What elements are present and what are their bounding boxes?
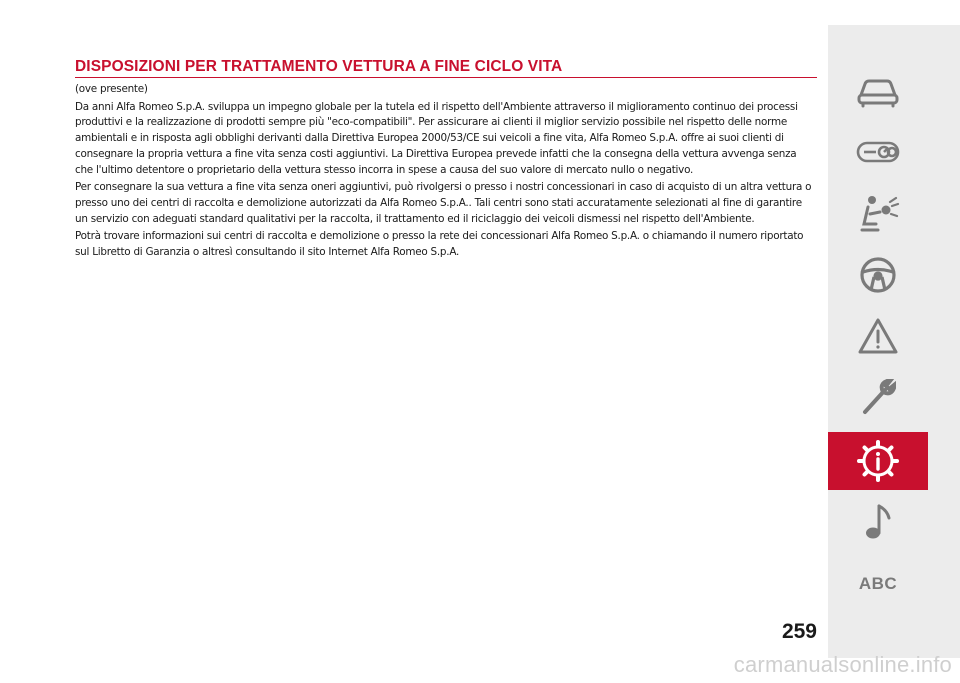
paragraph-1: Da anni Alfa Romeo S.p.A. sviluppa un impegno globale per la tutela ed il rispetto dell'Ambiente attraverso il miglioramento continuo dei processi produttivi e la realizzazione di prodotti sempre più "eco-compatibili". Per assicurare ai clienti il miglior servizio possibile nel rispetto delle norme ambientali e in risposta agli obblighi derivanti dalla Direttiva Europea 2000/53/CE sui veicoli a fine vita, Alfa Romeo S.p.A. offre ai suoi clienti di consegnare la propria vettura a fine vita senza costi aggiuntivi. La Direttiva Europea prevede infatti che la consegna della vettura avvenga senza che l'ultimo detentore o proprietario della vettura stesso incorra in spese a causa del suo valore di mercato nullo o negativo.: [75, 100, 798, 176]
page-content: [75, 58, 817, 261]
wrench-icon: [857, 376, 899, 418]
paragraph-3: Potrà trovare informazioni sui centri di raccolta e demolizione o presso la rete dei concessionari Alfa Romeo S.p.A. o chiamando il numero riportato sul Libretto di Garanzia o altresì consultando il sito Internet Alfa Romeo S.p.A.: [75, 230, 804, 259]
chapter-sidebar: [828, 25, 960, 658]
nav-item-vehicle[interactable]: [828, 63, 928, 121]
nav-item-multimedia[interactable]: [828, 493, 928, 551]
technical-info-gear-icon: [856, 439, 900, 483]
music-note-icon: [861, 502, 895, 542]
page-number: 259: [781, 620, 817, 643]
nav-item-emergency[interactable]: [828, 368, 928, 426]
nav-item-technical-specs[interactable]: [828, 432, 928, 490]
dashboard-gauges-icon: [856, 140, 900, 166]
nav-item-warning-lights[interactable]: [828, 307, 928, 365]
car-icon: [856, 75, 900, 109]
steering-wheel-icon: [858, 255, 898, 295]
nav-item-index[interactable]: [828, 555, 928, 613]
abc-index-label: ABC: [858, 574, 898, 593]
section-title: DISPOSIZIONI PER TRATTAMENTO VETTURA A FINE CICLO VITA: [75, 58, 817, 78]
nav-item-safety[interactable]: [828, 185, 928, 243]
section-subtitle: (ove presente): [75, 83, 148, 95]
nav-item-starting-driving[interactable]: [828, 246, 928, 304]
airbag-safety-icon: [856, 194, 900, 234]
nav-item-dashboard[interactable]: [828, 124, 928, 182]
watermark: carmanualsonline.info: [733, 652, 952, 677]
warning-triangle-icon: [857, 317, 899, 355]
paragraph-2: Per consegnare la sua vettura a fine vita senza oneri aggiuntivi, può rivolgersi o presso i nostri concessionari in caso di acquisto di un altra vettura o presso uno dei centri di raccolta e demolizione autorizzati da Alfa Romeo S.p.A.. Tali centri sono stati accuratamente selezionati al fine di garantire un servizio con adeguati standard qualitativi per la raccolta, il trattamento ed il riciclaggio dei veicoli dismessi nel rispetto dell'Ambiente.: [75, 181, 812, 225]
